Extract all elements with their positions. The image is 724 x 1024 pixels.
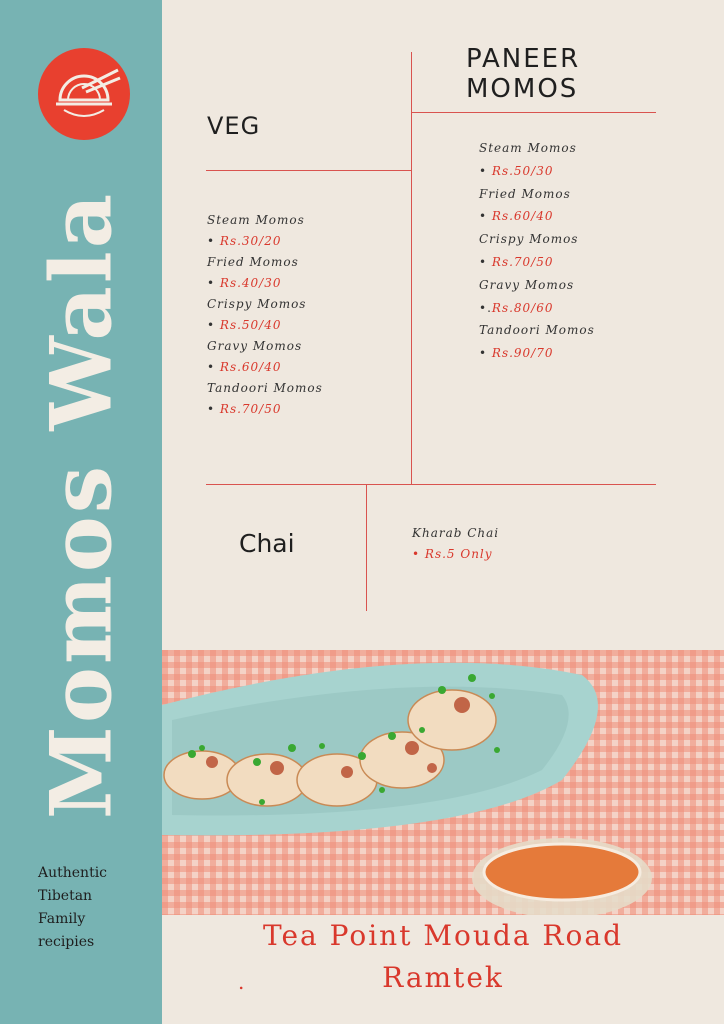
brand-name: Momos Wala	[31, 190, 131, 820]
paneer-heading	[466, 44, 580, 104]
paneer-menu-list	[479, 137, 595, 365]
veg-heading: VEG	[207, 112, 261, 140]
tagline-line: Authentic	[38, 865, 108, 881]
bullet-icon: •	[479, 346, 492, 361]
address-line: Tea Point Mouda Road	[262, 919, 623, 952]
momo-bowl-logo-icon	[38, 48, 130, 140]
menu-item-price: Rs.40/30	[219, 276, 282, 290]
menu-item-price: Rs.50/40	[219, 318, 282, 332]
menu-item-price: Rs.90/70	[491, 346, 554, 361]
menu-item-price-row	[479, 342, 595, 365]
menu-item-name: Crispy Momos	[479, 232, 579, 247]
menu-item-name: Tandoori Momos	[479, 323, 595, 338]
bullet-icon: •	[207, 402, 220, 416]
menu-item-price: Rs.60/40	[491, 209, 554, 224]
menu-item-name: Crispy Momos	[207, 297, 307, 311]
veg-menu-list	[207, 210, 323, 420]
momos-plate-photo	[162, 650, 724, 915]
menu-item-price-row	[479, 160, 595, 183]
menu-item-price-row	[412, 544, 499, 565]
chai-heading: Chai	[239, 529, 295, 558]
menu-item-price: Rs.30/20	[219, 234, 282, 248]
menu-item-price: Rs.60/40	[219, 360, 282, 374]
paneer-heading-line: MOMOS	[466, 74, 579, 104]
menu-item-price-row	[479, 205, 595, 228]
divider-vertical-main	[411, 52, 412, 484]
bullet-icon: •	[207, 276, 220, 290]
bullet-icon: •	[479, 163, 492, 178]
divider-vertical-chai	[366, 484, 367, 611]
menu-item-price-row	[207, 231, 323, 252]
sidebar	[0, 0, 162, 1024]
divider-paneer-heading	[411, 112, 656, 113]
bullet-icon: •	[479, 254, 492, 269]
menu-item-name: Fried Momos	[479, 186, 571, 201]
menu-item-price-row	[479, 297, 595, 320]
chai-menu-list	[412, 523, 499, 565]
menu-item-name: Steam Momos	[479, 141, 577, 155]
tagline-line: Family	[38, 911, 86, 927]
paneer-heading-line: PANEER	[466, 44, 581, 74]
menu-item-price: Rs.80/60	[491, 300, 554, 315]
menu-item-price-row	[207, 399, 323, 420]
menu-item-price-row	[479, 251, 595, 274]
address-line: Ramtek	[382, 961, 504, 994]
bullet-icon: •.	[479, 300, 492, 315]
menu-item-name: Kharab Chai	[412, 526, 500, 540]
bullet-icon: •	[479, 209, 492, 224]
tagline	[38, 862, 107, 954]
menu-item-name: Gravy Momos	[479, 277, 575, 292]
menu-item-name: Fried Momos	[207, 255, 299, 269]
menu-item-price-row	[207, 315, 323, 336]
menu-item-price: Rs.70/50	[491, 254, 554, 269]
menu-item-price: Rs.50/30	[491, 163, 554, 178]
divider-horizontal-middle	[206, 484, 656, 485]
menu-item-price-row	[207, 357, 323, 378]
tagline-line: Tibetan	[38, 888, 93, 904]
bullet-icon: •	[207, 318, 220, 332]
address-dot: .	[238, 970, 245, 994]
bullet-icon: •	[207, 234, 220, 248]
menu-item-name: Steam Momos	[207, 213, 305, 227]
tagline-line: recipies	[38, 934, 95, 950]
divider-veg-heading	[206, 170, 412, 171]
menu-item-price: Rs.5 Only	[424, 547, 493, 561]
bullet-icon: •	[412, 547, 425, 561]
address	[162, 915, 724, 999]
menu-item-name: Tandoori Momos	[207, 381, 323, 395]
menu-item-price-row	[207, 273, 323, 294]
menu-item-name: Gravy Momos	[207, 339, 303, 353]
menu-item-price: Rs.70/50	[219, 402, 282, 416]
bullet-icon: •	[207, 360, 220, 374]
